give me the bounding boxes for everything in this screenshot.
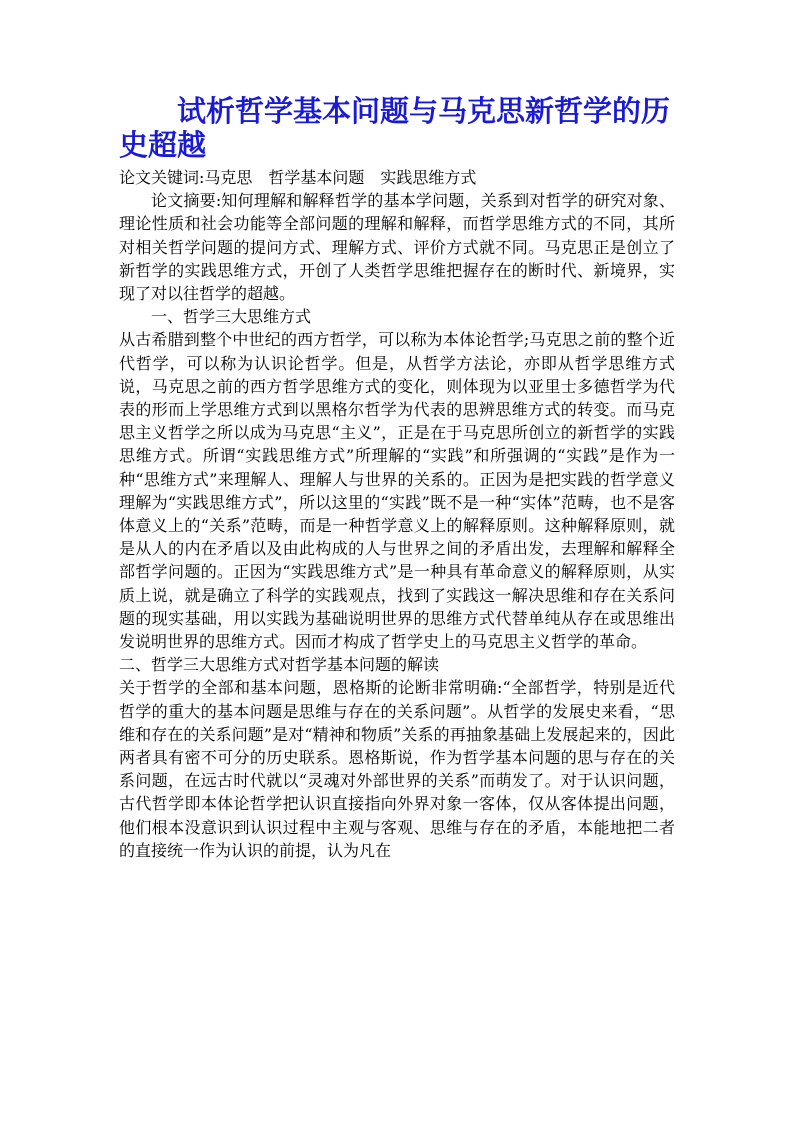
section-2-heading: 二、哲学三大思维方式对哲学基本问题的解读	[119, 655, 440, 675]
abstract-paragraph: 论文摘要:知何理解和解释哲学的基本学问题，关系到对哲学的研究对象、理论性质和社会功能等全部问题的理解和解释，而哲学思维方式的不同，其所对相关哲学问题的提问方式、理解方式、评价方式就不同。马克思正是创立了新哲学的实践思维方式，开创了人类哲学思维把握存在的断时代、新境界，实现了对以往哲学的超越。	[119, 191, 675, 304]
keywords-line: 论文关键词:马克思 哲学基本问题 实践思维方式	[119, 168, 477, 187]
section-1-body: 从古希腊到整个中世纪的西方哲学，可以称为本体论哲学;马克思之前的整个近代哲学，可以称为认识论哲学。但是，从哲学方法论，亦即从哲学思维方式说，马克思之前的西方哲学思维方式的变化，则体现为以亚里士多德哲学为代表的形而上学思维方式到以黑格尔哲学为代表的思辨思维方式的转变。而马克思主义哲学之所以成为马克思“主义”，正是在于马克思所创立的新哲学的实践思维方式。所谓“实践思维方式”所理解的“实践”和所强调的“实践”是作为一种“思维方式”来理解人、理解人与世界的关系的。正因为是把实践的哲学意义理解为“实践思维方式”，所以这里的“实践”既不是一种“实体”范畴，也不是客体意义上的“关系”范畴，而是一种哲学意义上的解释原则。这种解释原则，就是从人的内在矛盾以及由此构成的人与世界之间的矛盾出发，去理解和解释全部哲学问题的。正因为“实践思维方式”是一种具有革命意义的解释原则，从实质上说，就是确立了科学的实践观点，找到了实践这一解决思维和存在关系问题的现实基础，用以实践为基础说明世界的思维方式代替单纯从存在或思维出发说明世界的思维方式。因而才构成了哲学史上的马克思主义哲学的革命。	[119, 330, 675, 652]
document-title: 试析哲学基本问题与马克思新哲学的历史超越	[119, 94, 671, 162]
section-1-heading: 一、哲学三大思维方式	[151, 307, 312, 327]
section-2-body: 关于哲学的全部和基本问题，恩格斯的论断非常明确:“全部哲学，特别是近代哲学的重大的基本问题是思维与存在的关系问题”。从哲学的发展史来看，“思维和存在的关系问题”是对“精神和物质”关系的再抽象基础上发展起来的，因此两者具有密不可分的历史联系。恩格斯说，作为哲学基本问题的思与存在的关系问题，在远古时代就以“灵魂对外部世界的关系”而萌发了。对于认识问题，古代哲学即本体论哲学把认识直接指向外界对象一客体，仅从客体提出问题，他们根本没意识到认识过程中主观与客观、思维与存在的矛盾，本能地把二者的直接统一作为认识的前提，认为凡在	[119, 678, 675, 860]
document-page	[119, 94, 675, 862]
